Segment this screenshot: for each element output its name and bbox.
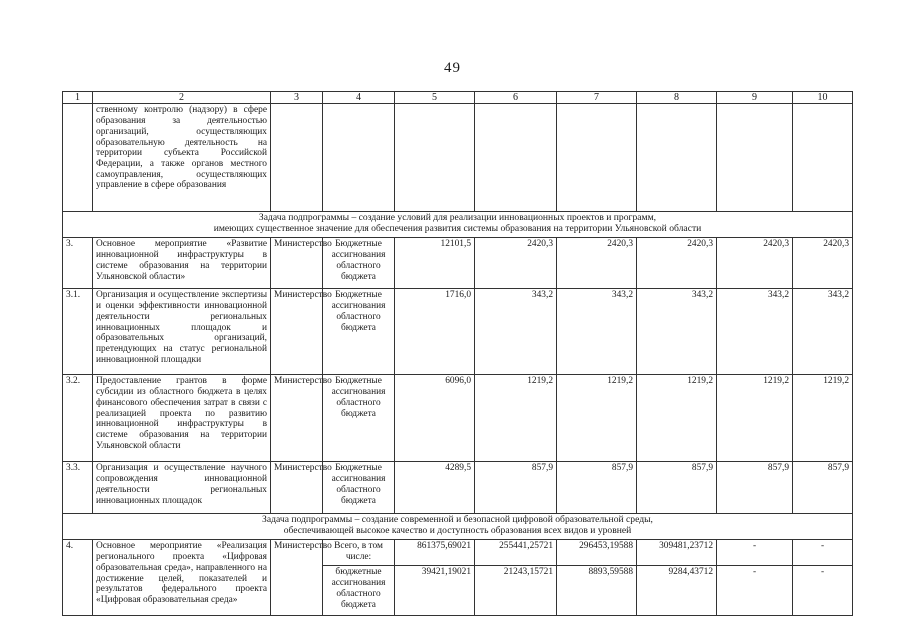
row-year-value: - xyxy=(717,540,793,566)
header-cell: 6 xyxy=(475,92,557,104)
row-total: 1716,0 xyxy=(395,289,475,375)
program-table xyxy=(62,91,853,616)
row-description: Основное мероприятие «Развитие инновационной инфраструктуры в системе образования на территории Ульяновской области» xyxy=(93,238,271,289)
row-year-value: 857,9 xyxy=(637,462,717,514)
table-row xyxy=(63,540,853,566)
section-heading: Задача подпрограммы – создание современной и безопасной цифровой образовательной среды, обеспечивающей высокое качество и доступность образования всех видов и уровней xyxy=(63,514,853,540)
row-id: 4. xyxy=(63,540,93,616)
header-cell: 9 xyxy=(717,92,793,104)
row-year-value: 343,2 xyxy=(557,289,637,375)
header-cell: 4 xyxy=(323,92,395,104)
row-year-value: 343,2 xyxy=(475,289,557,375)
table-row xyxy=(63,462,853,514)
row-id: 3.3. xyxy=(63,462,93,514)
row-year-value: 343,2 xyxy=(793,289,853,375)
header-cell: 7 xyxy=(557,92,637,104)
row-year-value: 343,2 xyxy=(717,289,793,375)
row-description: Предоставление грантов в форме субсидии из областного бюджета в целях финансового обеспечения затрат в связи с реализацией проекта по развитию инновационной инфраструктуры в системе образования на территории Ульяновской области xyxy=(93,375,271,462)
row-funding-source: Всего, в том числе: xyxy=(323,540,395,566)
row-year-value: 343,2 xyxy=(637,289,717,375)
table-row xyxy=(63,238,853,289)
row-year-value: - xyxy=(793,540,853,566)
row-description: Организация и осуществление экспертизы и оценки эффективности инновационной деятельности региональных инновационных площадок и образовательных организаций, претендующих на статус региональной инновационной площадки xyxy=(93,289,271,375)
row-id: 3.2. xyxy=(63,375,93,462)
row-executor: Министерство xyxy=(271,375,323,462)
table-row xyxy=(63,104,853,212)
row-executor: Министерство xyxy=(271,289,323,375)
row-year-value: 2420,3 xyxy=(717,238,793,289)
section-heading: Задача подпрограммы – создание условий для реализации инновационных проектов и программ, имеющих существенное значение для обеспечения развития системы образования на территории Ульяновской области xyxy=(63,212,853,238)
row-description: Основное мероприятие «Реализация регионального проекта «Цифровая образовательная среда», направленного на достижение целей, показателей и результатов федерального проекта «Цифровая образовательная среда» xyxy=(93,540,271,616)
row-funding-source: Бюджетные ассигнования областного бюджета xyxy=(323,289,395,375)
row-description: Организация и осуществление научного сопровождения инновационной деятельности региональных инновационных площадок xyxy=(93,462,271,514)
row-funding-source: Бюджетные ассигнования областного бюджета xyxy=(323,375,395,462)
row-year-value: 1219,2 xyxy=(717,375,793,462)
row-year-value: 2420,3 xyxy=(557,238,637,289)
row-year-value: 2420,3 xyxy=(637,238,717,289)
table-row xyxy=(63,289,853,375)
section-heading-row xyxy=(63,212,853,238)
header-cell: 3 xyxy=(271,92,323,104)
page-number: 49 xyxy=(444,60,461,76)
header-cell: 5 xyxy=(395,92,475,104)
row-total: 12101,5 xyxy=(395,238,475,289)
row-year-value: 2420,3 xyxy=(475,238,557,289)
row-year-value: 21243,15721 xyxy=(475,566,557,616)
row-year-value: 8893,59588 xyxy=(557,566,637,616)
table-row xyxy=(63,375,853,462)
row-year-value: - xyxy=(717,566,793,616)
row-year-value: 9284,43712 xyxy=(637,566,717,616)
row-year-value: - xyxy=(793,566,853,616)
row-total: 4289,5 xyxy=(395,462,475,514)
row-funding-source: Бюджетные ассигнования областного бюджета xyxy=(323,462,395,514)
row-total: 861375,69021 xyxy=(395,540,475,566)
row-year-value: 309481,23712 xyxy=(637,540,717,566)
row-id: 3.1. xyxy=(63,289,93,375)
header-cell: 1 xyxy=(63,92,93,104)
row-year-value: 1219,2 xyxy=(475,375,557,462)
continuation-description: ственному контролю (надзору) в сфере образования за деятельностью организаций, осуществляющих образовательную деятельность на территории субъекта Российской Федерации, а также органов местного самоуправления, осуществляющих управление в сфере образования xyxy=(93,104,271,212)
row-year-value: 857,9 xyxy=(557,462,637,514)
header-cell: 2 xyxy=(93,92,271,104)
row-year-value: 2420,3 xyxy=(793,238,853,289)
row-funding-source: Бюджетные ассигнования областного бюджета xyxy=(323,238,395,289)
row-year-value: 857,9 xyxy=(475,462,557,514)
row-id: 3. xyxy=(63,238,93,289)
row-year-value: 857,9 xyxy=(793,462,853,514)
row-funding-source: бюджетные ассигнования областного бюджета xyxy=(323,566,395,616)
row-year-value: 1219,2 xyxy=(637,375,717,462)
row-total: 39421,19021 xyxy=(395,566,475,616)
row-executor: Министерство xyxy=(271,238,323,289)
row-executor: Министерство xyxy=(271,462,323,514)
section-heading-row xyxy=(63,514,853,540)
header-cell: 8 xyxy=(637,92,717,104)
row-total: 6096,0 xyxy=(395,375,475,462)
column-number-header xyxy=(63,92,853,104)
row-executor: Министерство xyxy=(271,540,323,616)
row-year-value: 857,9 xyxy=(717,462,793,514)
row-year-value: 1219,2 xyxy=(557,375,637,462)
row-year-value: 296453,19588 xyxy=(557,540,637,566)
row-year-value: 255441,25721 xyxy=(475,540,557,566)
row-year-value: 1219,2 xyxy=(793,375,853,462)
header-cell: 10 xyxy=(793,92,853,104)
